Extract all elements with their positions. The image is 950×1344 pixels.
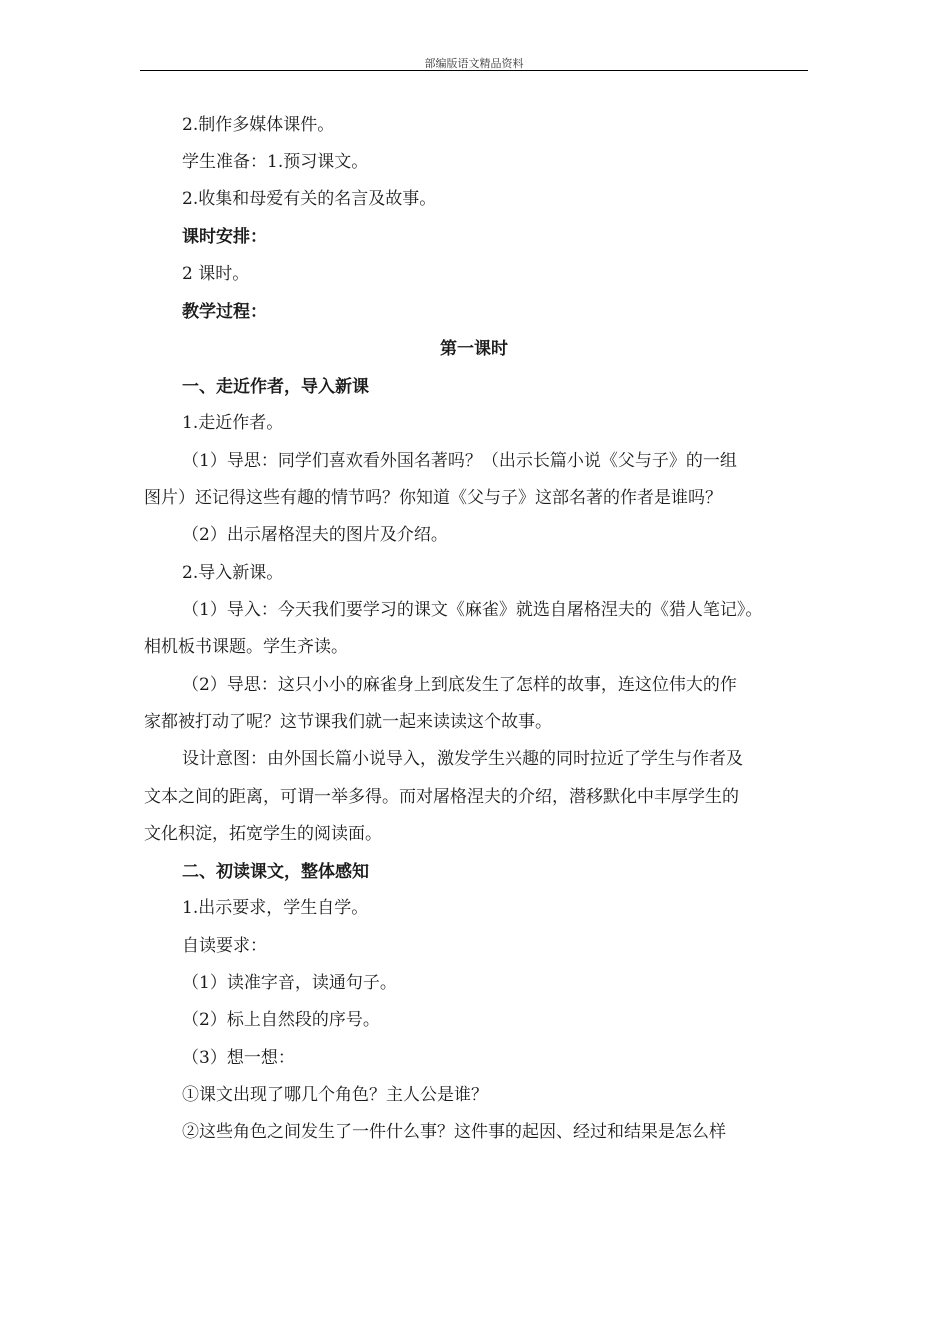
body-line: （3）想一想：: [182, 1048, 295, 1068]
body-line: 相机板书课题。学生齐读。: [144, 637, 348, 657]
body-line: 家都被打动了呢？这节课我们就一起来读读这个故事。: [144, 712, 552, 732]
body-line: （1）导入：今天我们要学习的课文《麻雀》就选自屠格涅夫的《猎人笔记》。: [182, 600, 763, 620]
body-line: 图片）还记得这些有趣的情节吗？你知道《父与子》这部名著的作者是谁吗？: [144, 488, 722, 508]
section-heading: 教学过程：: [182, 302, 267, 322]
body-line: 2.导入新课。: [182, 563, 284, 583]
page-header: 部编版语文精品资料: [424, 57, 524, 70]
body-line: 文本之间的距离，可谓一举多得。而对屠格涅夫的介绍，潜移默化中丰厚学生的: [144, 787, 739, 807]
body-line: （2）标上自然段的序号。: [182, 1010, 380, 1030]
body-line: 学生准备：1.预习课文。: [182, 152, 369, 172]
body-line: （2）导思：这只小小的麻雀身上到底发生了怎样的故事，连这位伟大的作: [182, 675, 737, 695]
body-line: 设计意图：由外国长篇小说导入，激发学生兴趣的同时拉近了学生与作者及: [182, 749, 743, 769]
body-line: （1）导思：同学们喜欢看外国名著吗？（出示长篇小说《父与子》的一组: [182, 451, 737, 471]
header-divider: [140, 70, 808, 71]
body-line: 2.收集和母爱有关的名言及故事。: [182, 189, 437, 209]
body-line: （2）出示屠格涅夫的图片及介绍。: [182, 525, 448, 545]
section-heading: 一、走近作者，导入新课: [182, 377, 369, 397]
section-heading: 课时安排：: [182, 227, 267, 247]
body-line: 2.制作多媒体课件。: [182, 115, 335, 135]
body-line: 1.出示要求，学生自学。: [182, 898, 369, 918]
body-line: 文化积淀，拓宽学生的阅读面。: [144, 824, 382, 844]
body-line: 1.走近作者。: [182, 413, 284, 433]
body-line: ②这些角色之间发生了一件什么事？这件事的起因、经过和结果是怎么样: [182, 1122, 726, 1142]
body-line: 2 课时。: [182, 264, 250, 284]
lesson-title: 第一课时: [440, 339, 508, 359]
body-line: （1）读准字音，读通句子。: [182, 973, 397, 993]
body-line: ①课文出现了哪几个角色？主人公是谁？: [182, 1085, 488, 1105]
section-heading: 二、初读课文，整体感知: [182, 862, 369, 882]
body-line: 自读要求：: [182, 936, 267, 956]
